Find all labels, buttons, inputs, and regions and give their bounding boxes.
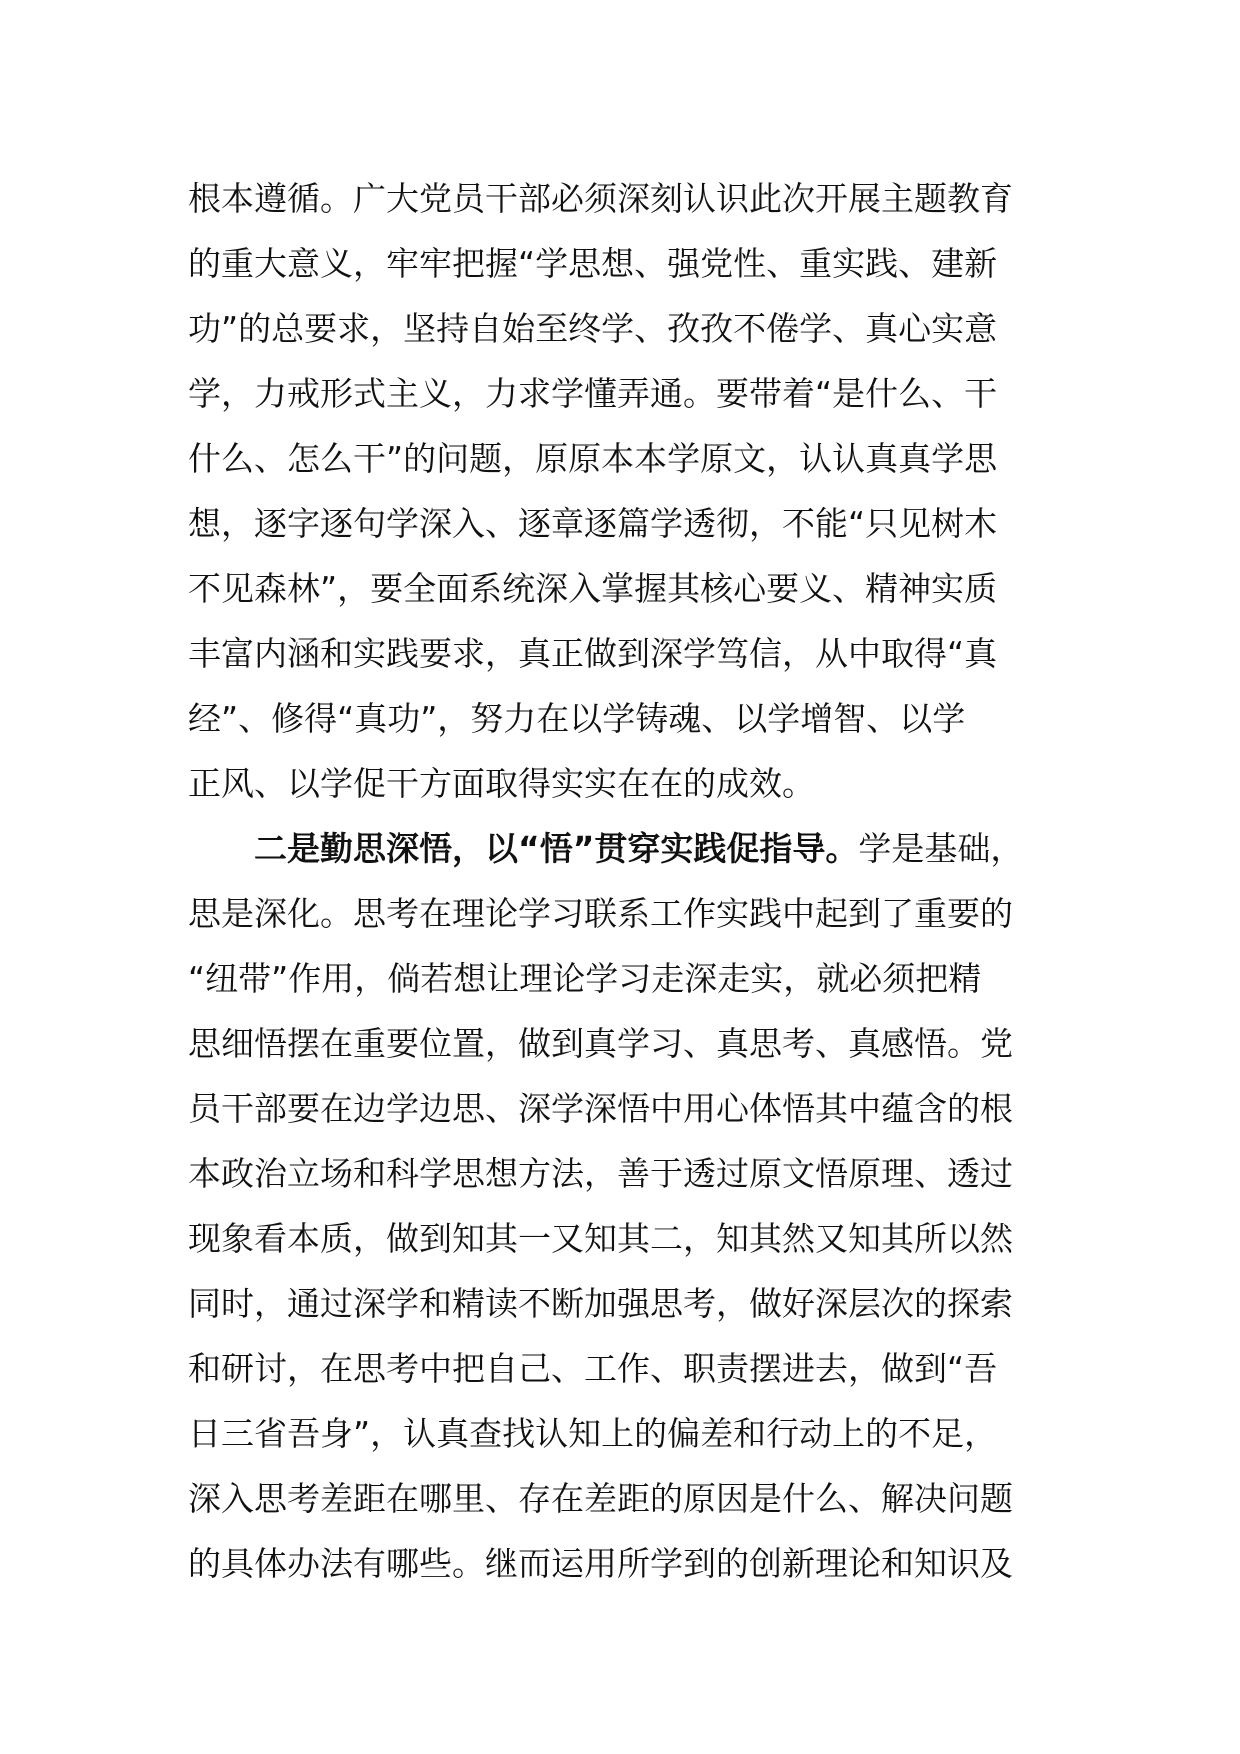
text-line: 的重大意义，牢牢把握“学思想、强党性、重实践、建新 xyxy=(188,244,998,283)
text-line: 思是深化。思考在理论学习联系工作实践中起到了重要的 xyxy=(188,894,1013,933)
text-line: 深入思考差距在哪里、存在差距的原因是什么、解决问题 xyxy=(188,1479,1013,1518)
paragraph-lead-text: 学是基础， xyxy=(858,829,1024,868)
text-line: 思细悟摆在重要位置，做到真学习、真思考、真感悟。党 xyxy=(188,1024,1013,1063)
document-body xyxy=(188,166,1060,1596)
text-line: 正风、以学促干方面取得实实在在的成效。 xyxy=(188,764,815,803)
text-line: “纽带”作用，倘若想让理论学习走深走实，就必须把精 xyxy=(188,959,982,998)
text-line: 不见森林”，要全面系统深入掌握其核心要义、精神实质 xyxy=(188,569,998,608)
text-line: 员干部要在边学边思、深学深悟中用心体悟其中蕴含的根 xyxy=(188,1089,1013,1128)
text-line: 什么、怎么干”的问题，原原本本学原文，认认真真学思 xyxy=(188,439,998,478)
paragraph-2-first-line xyxy=(188,816,1060,881)
text-line: 根本遵循。广大党员干部必须深刻认识此次开展主题教育 xyxy=(188,179,1013,218)
text-line: 的具体办法有哪些。继而运用所学到的创新理论和知识及 xyxy=(188,1544,1013,1583)
text-line: 日三省吾身”，认真查找认知上的偏差和行动上的不足， xyxy=(188,1414,998,1453)
text-line: 经”、修得“真功”，努力在以学铸魂、以学增智、以学 xyxy=(188,699,966,738)
text-line: 本政治立场和科学思想方法，善于透过原文悟原理、透过 xyxy=(188,1154,1013,1193)
text-line: 和研讨，在思考中把自己、工作、职责摆进去，做到“吾 xyxy=(188,1349,998,1388)
text-line: 功”的总要求，坚持自始至终学、孜孜不倦学、真心实意 xyxy=(188,309,998,348)
text-line: 丰富内涵和实践要求，真正做到深学笃信，从中取得“真 xyxy=(188,634,998,673)
text-line: 现象看本质，做到知其一又知其二，知其然又知其所以然 xyxy=(188,1219,1013,1258)
text-line: 学，力戒形式主义，力求学懂弄通。要带着“是什么、干 xyxy=(188,374,998,413)
text-line: 同时，通过深学和精读不断加强思考，做好深层次的探索 xyxy=(188,1284,1013,1323)
text-line: 想，逐字逐句学深入、逐章逐篇学透彻，不能“只见树木 xyxy=(188,504,998,543)
paragraph-heading: 二是勤思深悟，以“悟”贯穿实践促指导。 xyxy=(254,829,859,868)
